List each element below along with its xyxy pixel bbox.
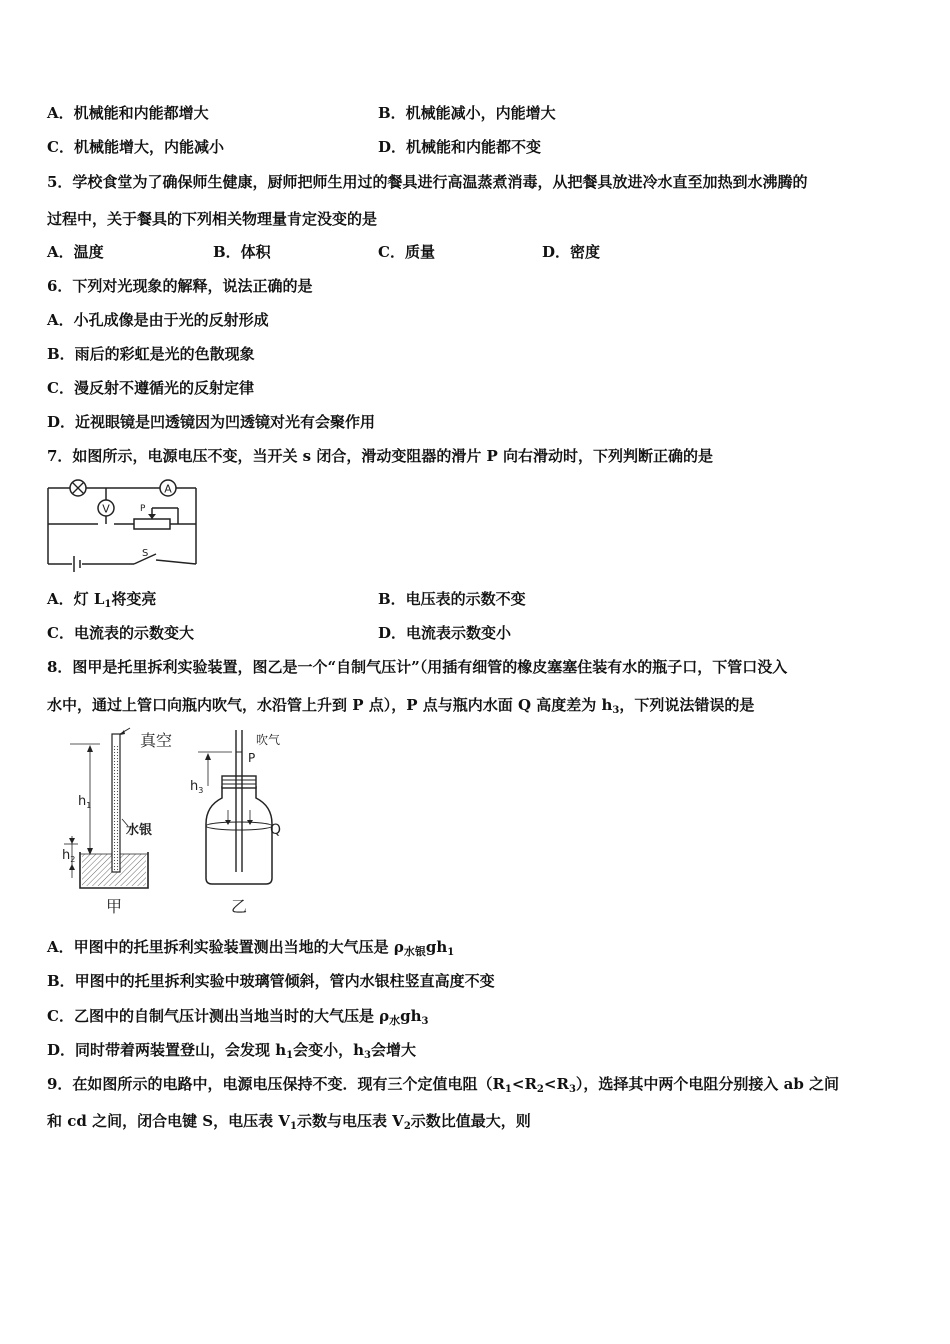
h2-label: $h_2$ (62, 848, 76, 864)
q8-option-d: D．同时带着两装置登山，会发现 $h_1$会变小，$h_3$会增大 (47, 1041, 416, 1061)
q7-option-b: B．电压表的示数不变 (378, 590, 526, 608)
mercury-label: 水银 (126, 823, 153, 838)
slider-label: P (140, 504, 146, 514)
switch-label: S (142, 548, 149, 559)
q8-stem-line1: 8．图甲是托里拆利实验装置，图乙是一个“自制气压计”（用插有细管的橡皮塞塞住装有水的瓶子口，下管口没入 (47, 658, 788, 676)
q5-option-c: C．质量 (378, 243, 435, 261)
q4-option-d: D．机械能和内能都不变 (378, 138, 542, 156)
q7-option-a: A．灯 $L_1$将变亮 (47, 590, 157, 610)
h1-label: $h_1$ (78, 794, 92, 810)
ammeter-icon (160, 480, 176, 496)
fig-jia-caption: 甲 (106, 897, 123, 916)
q8-stem-line2: 水中，通过上管口向瓶内吹气，水沿管上升到 P 点），P 点与瓶内水面 Q 高度差为 $h_3$，下列说法错误的是 (47, 696, 755, 716)
q4-option-a: A．机械能和内能都增大 (47, 104, 209, 122)
q6-option-a: A．小孔成像是由于光的反射形成 (47, 311, 269, 329)
torricelli-apparatus (62, 728, 172, 916)
q5-option-d: D．密度 (542, 243, 601, 261)
q-label: Q (270, 822, 282, 838)
q5-stem-line2: 过程中，关于餐具的下列相关物理量肯定没变的是 (47, 210, 378, 228)
q8-option-c: C．乙图中的自制气压计测出当地当时的大气压是 $\rho_水gh_3$ (47, 1007, 429, 1027)
q6-option-c: C．漫反射不遵循光的反射定律 (47, 379, 254, 397)
q8-figure (56, 724, 316, 920)
q4-option-b: B．机械能减小，内能增大 (378, 104, 556, 122)
voltmeter-label: V (102, 502, 110, 516)
q4-option-c: C．机械能增大，内能减小 (47, 138, 224, 156)
q6-stem: 6．下列对光现象的解释，说法正确的是 (47, 277, 313, 295)
q8-option-b: B．甲图中的托里拆利实验中玻璃管倾斜，管内水银柱竖直高度不变 (47, 972, 495, 990)
q5-option-b: B．体积 (213, 243, 271, 261)
q8-option-a: A．甲图中的托里拆利实验装置测出当地的大气压是 $\rho_{水银}gh_1$ (47, 938, 455, 958)
q5-stem-line1: 5．学校食堂为了确保师生健康，厨师把师生用过的餐具进行高温蒸煮消毒，从把餐具放进冷水直至加热到水沸腾的 (47, 173, 808, 191)
lamp-icon (70, 480, 86, 496)
q9-stem-line1: 9．在如图所示的电路中，电源电压保持不变．现有三个定值电阻$(R_1<R_2<R_3)$，选择其中两个电阻分别接入 ab 之间 (47, 1075, 840, 1095)
q6-option-b: B．雨后的彩虹是光的色散现象 (47, 345, 255, 363)
q6-option-d: D．近视眼镜是凹透镜因为凹透镜对光有会聚作用 (47, 413, 376, 431)
h3-label: $h_3$ (190, 779, 204, 795)
q9-stem-line2: 和 cd 之间，闭合电键 S，电压表 $V_1$示数与电压表 $V_2$示数比值最大，则 (47, 1112, 531, 1132)
vacuum-label: 真空 (140, 731, 173, 750)
fig-yi-caption: 乙 (231, 897, 248, 916)
ammeter-label: A (164, 482, 172, 496)
voltmeter-icon (98, 500, 114, 516)
q7-option-c: C．电流表的示数变大 (47, 624, 194, 642)
p-label: P (248, 751, 256, 765)
q5-option-a: A．温度 (47, 243, 104, 261)
blow-label: 吹气 (256, 733, 281, 747)
q7-stem: 7．如图所示，电源电压不变，当开关 s 闭合，滑动变阻器的滑片 P 向右滑动时，下列判断正确的是 (47, 447, 714, 465)
q7-option-d: D．电流表示数变小 (378, 624, 512, 642)
homemade-barometer (190, 730, 281, 916)
q7-circuit-figure (44, 474, 204, 582)
